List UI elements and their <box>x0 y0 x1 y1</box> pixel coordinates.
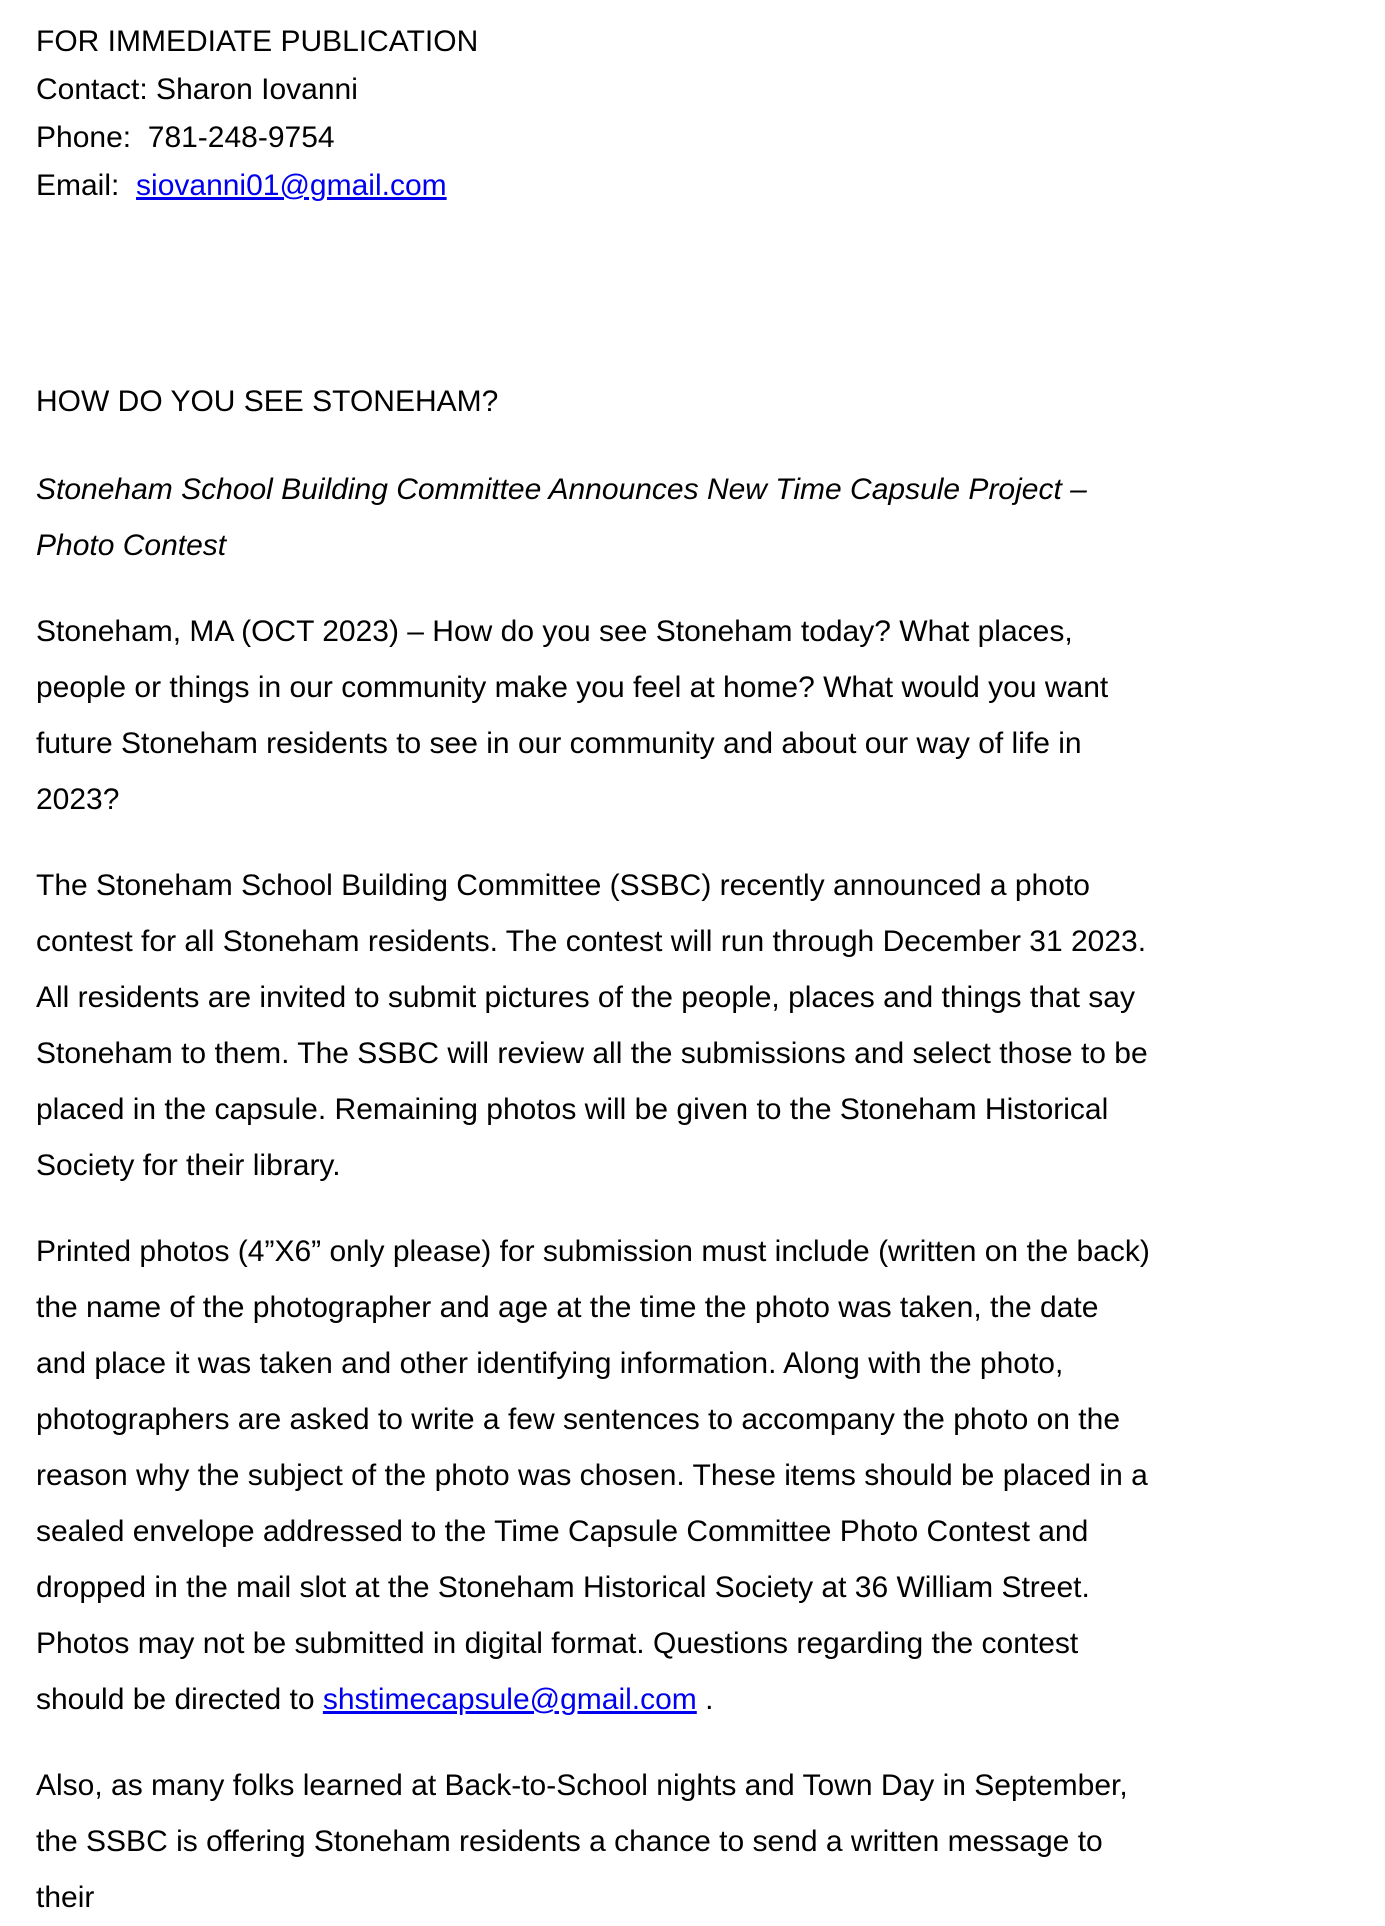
body-paragraph-2: The Stoneham School Building Committee (SSBC) recently announced a photo contest for all Stoneham residents. The contest will run through December 31 2023. All residents are invited to submit pictures of the people, places and things that say Stoneham to them. The SSBC will review all the submissions and select those to be placed in the capsule. Remaining photos will be given to the Stoneham Historical Society for their library. <box>36 869 1148 1182</box>
release-notice: FOR IMMEDIATE PUBLICATION <box>36 25 479 58</box>
body-paragraph-4: Also, as many folks learned at Back-to-School nights and Town Day in September, the SSBC is offering Stoneham residents a chance to send a written message to their <box>36 1769 1128 1914</box>
contact-email-link[interactable]: siovanni01@gmail.com <box>136 169 447 202</box>
contest-questions-email-link[interactable]: shstimecapsule@gmail.com <box>322 1683 697 1716</box>
contact-name-line: Contact: Sharon Iovanni <box>36 73 358 106</box>
body-paragraph-1: Stoneham, MA (OCT 2023) – How do you see Stoneham today? What places, people or things in our community make you feel at home? What would you want future Stoneham residents to see in our community and about our way of life in 2023? <box>36 615 1109 816</box>
page-title: HOW DO YOU SEE STONEHAM? <box>36 385 499 418</box>
subtitle: Stoneham School Building Committee Announces New Time Capsule Project – Photo Contest <box>36 473 1087 562</box>
contact-header-block <box>36 18 1345 210</box>
paragraph-3-text-after-link: . <box>696 1683 714 1716</box>
paragraph-3-text-before-link: Printed photos (4”X6” only please) for submission must include (written on the back) the name of the photographer and age at the time the photo was taken, the date and place it was taken and other identifying information. Along with the photo, photographers are asked to write a few sentences to accompany the photo on the reason why the subject of the photo was chosen. These items should be placed in a sealed envelope addressed to the Time Capsule Committee Photo Contest and dropped in the mail slot at the Stoneham Historical Society at 36 William Street. Photos may not be submitted in digital format. Questions regarding the contest should be directed to <box>36 1235 1150 1716</box>
contact-email-line <box>36 162 1345 210</box>
body-paragraph-3 <box>36 1224 1151 1728</box>
header-body-spacer <box>36 210 1345 378</box>
contact-phone-line: Phone: 781-248-9754 <box>36 121 335 154</box>
email-label: Email: <box>36 169 137 202</box>
